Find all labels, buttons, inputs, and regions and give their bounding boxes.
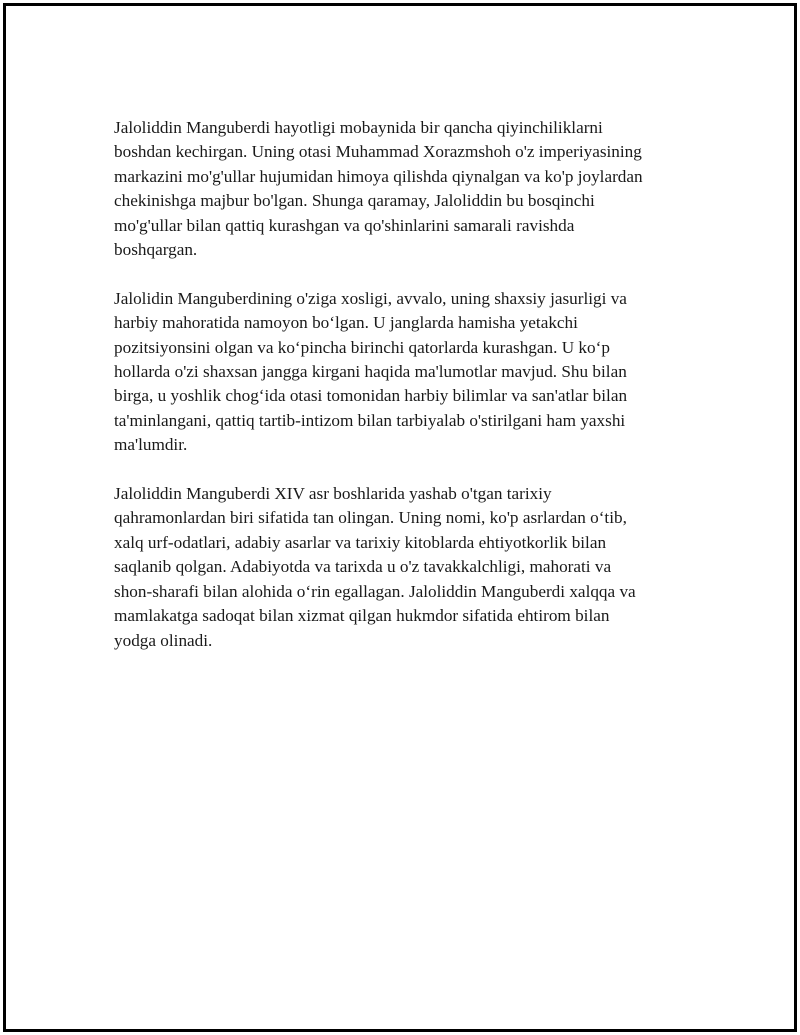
document-body	[114, 116, 694, 677]
text-line: ma'lumdir.	[114, 435, 188, 455]
text-line: mo'g'ullar bilan qattiq kurashgan va qo'shinlarini samarali ravishda	[114, 215, 575, 235]
text-line: Jaloliddin Manguberdi XIV asr boshlarida yashab o'tgan tarixiy	[114, 484, 552, 504]
text-line: pozitsiyonsini olgan va ko‘pincha birinchi qatorlarda kurashgan. U ko‘p	[114, 337, 610, 357]
text-line: chekinishga majbur bo'lgan. Shunga qaramay, Jaloliddin bu bosqinchi	[114, 191, 595, 211]
text-line: boshqargan.	[114, 240, 198, 260]
text-line: xalq urf-odatlari, adabiy asarlar va tarixiy kitoblarda ehtiyotkorlik bilan	[114, 532, 607, 552]
text-line: Jalolidin Manguberdining o'ziga xosligi, avvalo, uning shaxsiy jasurligi va	[114, 288, 627, 308]
paragraph-3	[114, 482, 694, 653]
text-line: boshdan kechirgan. Uning otasi Muhammad Xorazmshoh o'z imperiyasining	[114, 142, 642, 162]
text-line: saqlanib qolgan. Adabiyotda va tarixda u o'z tavakkalchligi, mahorati va	[114, 557, 612, 577]
text-line: mamlakatga sadoqat bilan xizmat qilgan hukmdor sifatida ehtirom bilan	[114, 606, 610, 626]
text-line: markazini mo'g'ullar hujumidan himoya qilishda qiynalgan va ko'p joylardan	[114, 166, 643, 186]
text-line: ta'minlangani, qattiq tartib-intizom bilan tarbiyalab o'stirilgani ham yaxshi	[114, 410, 626, 430]
text-line: harbiy mahoratida namoyon bo‘lgan. U janglarda hamisha yetakchi	[114, 313, 578, 333]
paragraph-2	[114, 287, 694, 458]
text-line: Jaloliddin Manguberdi hayotligi mobaynida bir qancha qiyinchiliklarni	[114, 118, 603, 137]
text-line: yodga olinadi.	[114, 630, 213, 650]
text-line: birga, u yoshlik chog‘ida otasi tomonidan harbiy bilimlar va san'atlar bilan	[114, 386, 628, 406]
text-line: hollarda o'zi shaxsan jangga kirgani haqida ma'lumotlar mavjud. Shu bilan	[114, 362, 627, 382]
text-line: qahramonlardan biri sifatida tan olingan. Uning nomi, ko'p asrlardan o‘tib,	[114, 508, 627, 528]
text-line: shon-sharafi bilan alohida o‘rin egallagan. Jaloliddin Manguberdi xalqqa va	[114, 581, 636, 601]
paragraph-1	[114, 116, 694, 262]
